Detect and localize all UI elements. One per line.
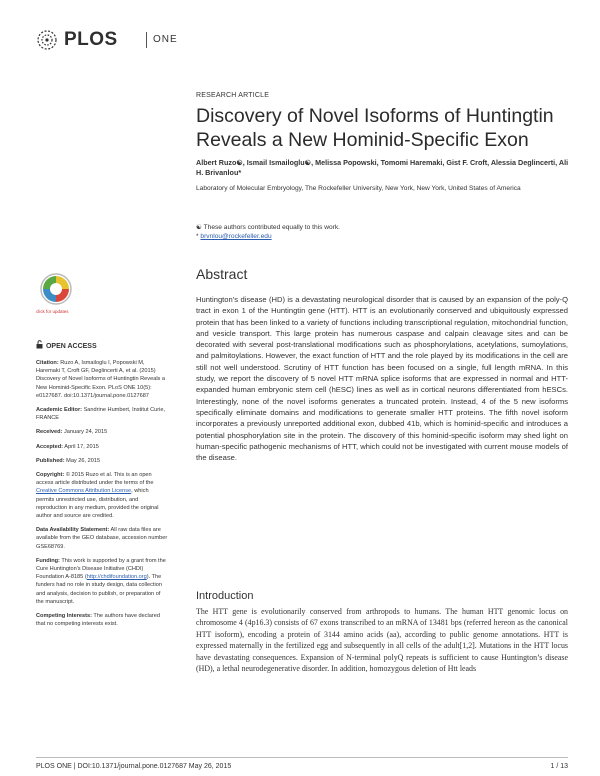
data-availability-text: All raw data files are available from the GEO database, accession number GSE68769. — [36, 527, 168, 550]
correspondence-email-link[interactable]: brvnlou@rockefeller.edu — [200, 233, 272, 240]
introduction-heading: Introduction — [196, 590, 254, 602]
funding-label: Funding: — [36, 557, 60, 564]
open-lock-icon — [36, 343, 46, 350]
author-list: Albert Ruzo☯, Ismail Ismailoglu☯, Melissa Popowski, Tomomi Haremaki, Gist F. Croft, Alessia Deglincerti, Ali H. Brivanlou* — [196, 158, 569, 177]
open-access-badge — [36, 340, 97, 350]
footer-divider — [36, 757, 568, 758]
data-availability-block — [36, 526, 168, 551]
citation-label: Citation: — [36, 360, 59, 366]
journal-name: ONE — [153, 34, 178, 45]
crossmark-icon — [36, 272, 76, 310]
contribution-notes — [196, 223, 556, 241]
copyright-label: Copyright: — [36, 472, 65, 479]
equal-contribution-note: ☯ These authors contributed equally to this work. — [196, 224, 340, 231]
data-availability-label: Data Availability Statement: — [36, 527, 110, 534]
funding-block — [36, 557, 168, 606]
logo-divider — [146, 32, 147, 48]
funding-text: This work is supported by a grant from the Cure Huntington's Disease Initiative (CHDI) Foundation A-8185 ( — [36, 557, 166, 581]
funding-text-continued: ). The funders had no role in study design, data collection and analysis, decision to publish, or preparation of the manuscript. — [36, 574, 162, 605]
competing-interests-block — [36, 612, 168, 628]
introduction-text: The HTT gene is evolutionarily conserved from arthropods to humans. The human HTT genomic locus on chromosome 4 (4p16.3) consists of 67 exons transcribed to an mRNA of 13481 bps (referred hereon as the canonical HTT isoform), encoding a protein of 3144 amino acids (aa), according to public genome annotations. HTT is expressed maternally in the fertilized egg and subsequently in all cells of the adult[1,2]. Mutations in the HTT locus have devastating consequences. Expansion of N-terminal polyQ repeats is sufficient to cause Huntington’s disease (HD), a lethal neurodegenerative disorder. In addition, homozygous deletion of Htt leads — [196, 607, 568, 674]
page-number: 1 / 13 — [550, 763, 568, 770]
competing-interests-text: The authors have declared that no competing interests exist. — [36, 613, 160, 628]
open-access-label: OPEN ACCESS — [45, 343, 97, 350]
crossmark-label[interactable]: click for updates — [36, 309, 69, 314]
accepted-label: Accepted: — [36, 443, 64, 450]
received-label: Received: — [36, 429, 63, 436]
published-block — [36, 457, 168, 465]
editor-text: Sandrine Humbert, Institut Curie, FRANCE — [36, 407, 166, 422]
brand-name: PLOS — [64, 29, 118, 50]
copyright-block — [36, 471, 168, 520]
crossmark-badge[interactable] — [36, 272, 76, 312]
received-block — [36, 428, 168, 436]
plos-one-logo[interactable] — [34, 28, 194, 52]
funding-link[interactable]: http://chdifoundation.org — [86, 574, 147, 581]
article-metadata — [36, 359, 168, 634]
competing-interests-label: Competing Interests: — [36, 613, 92, 620]
received-date: January 24, 2015 — [64, 429, 108, 436]
article-title: Discovery of Novel Isoforms of Huntingtin Reveals a New Hominid-Specific Exon — [196, 105, 554, 151]
correspondence-line — [196, 232, 556, 241]
published-date: May 26, 2015 — [66, 457, 101, 464]
accepted-date: April 17, 2015 — [64, 443, 99, 450]
copyright-text: © 2015 Ruzo et al. This is an open access article distributed under the terms of the — [36, 472, 154, 487]
footer-citation: PLOS ONE | DOI:10.1371/journal.pone.0127687 May 26, 2015 — [36, 763, 232, 770]
copyright-text-continued: , which permits unrestricted use, distribution, and reproduction in any medium, provided the original author and source are credited. — [36, 488, 159, 520]
citation-text: Ruzo A, Ismailoglu I, Popowski M, Haremaki T, Croft GF, Deglincerti A, et al. (2015) Discovery of Novel Isoforms of Huntingtin Reveals a New Hominid-Specific Exon. PLoS ONE 10(5): e0127687. doi:10.1371/journal.pone.0127687 — [36, 360, 166, 399]
editor-block — [36, 406, 168, 422]
abstract-text: Huntington’s disease (HD) is a devastating neurological disorder that is caused by an expansion of the poly-Q tract in exon 1 of the Huntingtin gene (HTT). HTT is an evolutionarily conserved and ubiquitously expressed protein that has been linked to a variety of functions including transcriptional regulation, mitochondrial function, and vesicle transport. This large protein has numerous caspase and calpain cleavage sites and can be decorated with several post-translational modifications such as phosphorylations, acetylations, sumoylations, and palmitoylations. However, the exact function of HTT and the role played by its modifications in the cell are still not well understood. Scrutiny of HTT function has been focused on a single, full length mRNA. In this study, we report the discovery of 5 novel HTT mRNA splice isoforms that are expressed in normal and HTT-expanded human embryonic stem cell (hESC) lines as well as in cortical neurons differentiated from hESCs. Interestingly, none of the novel isoforms generates a truncated protein. Instead, 4 of the 5 new isoforms specifically eliminate domains and modifications to generate smaller HTT proteins. The fifth novel isoform incorporates a previously unreported additional exon, dubbed 41b, which is hominid-specific and introduces a potential phosphorylation site in the protein. The discovery of this hominid-specific isoform may shed light on human-specific pathogenic mechanisms of HTT, which could not be investigated with current mouse models of the disease. — [196, 295, 568, 463]
plos-logo-icon — [34, 28, 60, 52]
published-label: Published: — [36, 457, 65, 464]
abstract-heading: Abstract — [196, 266, 248, 282]
article-type: RESEARCH ARTICLE — [196, 92, 270, 99]
correspondence-mark: * — [196, 233, 199, 240]
citation-block — [36, 359, 168, 400]
editor-label: Academic Editor: — [36, 407, 83, 414]
license-link[interactable]: Creative Commons Attribution License — [36, 488, 132, 495]
accepted-block — [36, 443, 168, 451]
affiliation: Laboratory of Molecular Embryology, The Rockefeller University, New York, New York, United States of America — [196, 185, 521, 192]
